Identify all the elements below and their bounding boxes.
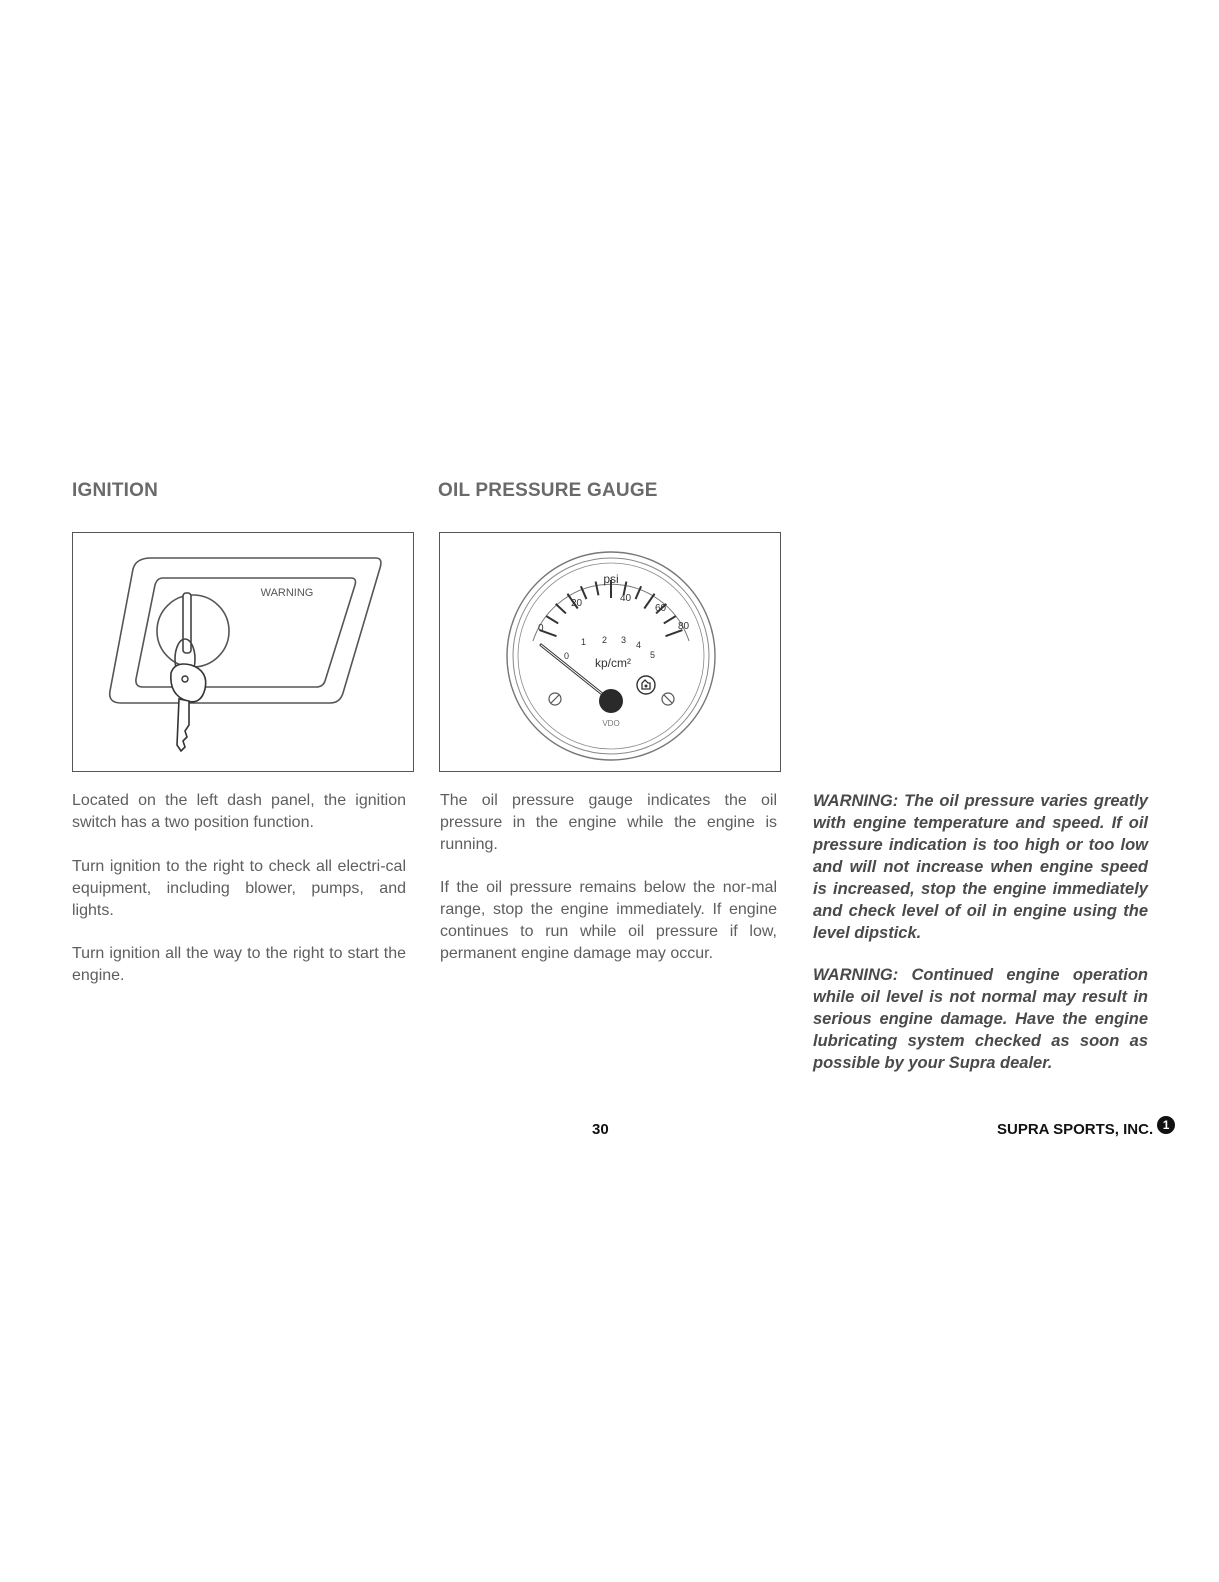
warning-oil-pressure: WARNING: The oil pressure varies greatly with engine temperature and speed. If oil pressure indication is too high or too low and will not increase when engine speed is increased, stop the engine immediately and check level of oil in engine using the level dipstick. bbox=[813, 792, 1148, 942]
panel-warning-label: WARNING bbox=[260, 587, 314, 599]
kp-label-3: 3 bbox=[621, 635, 627, 645]
unit-kp: kp/cm² bbox=[595, 656, 631, 670]
number-badge-icon: 1 bbox=[1157, 1116, 1175, 1134]
page-number: 30 bbox=[592, 1121, 609, 1138]
needle-hub bbox=[599, 689, 623, 713]
ignition-heading: IGNITION bbox=[72, 480, 159, 501]
ignition-paragraph-2: Turn ignition to the right to check all electri-cal equipment, including blower, pumps, and lights. bbox=[72, 858, 406, 919]
psi-label-80: 80 bbox=[678, 621, 690, 632]
warning-oil-level: WARNING: Continued engine operation while oil level is not normal may result in serious engine damage. Have the engine lubricating system checked as soon as possible by your Supra dealer. bbox=[813, 966, 1148, 1072]
psi-label-0: 0 bbox=[538, 623, 544, 634]
ignition-paragraph-1: Located on the left dash panel, the ignition switch has a two position function. bbox=[72, 792, 406, 831]
ignition-illustration bbox=[72, 532, 414, 772]
oil-gauge-heading: OIL PRESSURE GAUGE bbox=[438, 480, 658, 501]
psi-label-20: 20 bbox=[571, 598, 583, 609]
psi-label-60: 60 bbox=[655, 603, 667, 614]
screw-left-icon bbox=[549, 693, 561, 705]
kp-label-2: 2 bbox=[602, 635, 608, 645]
screw-right-icon bbox=[662, 693, 674, 705]
kp-label-0: 0 bbox=[564, 651, 570, 661]
kp-label-1: 1 bbox=[581, 637, 587, 647]
oil-can-icon bbox=[637, 676, 655, 694]
unit-psi: psi bbox=[603, 572, 619, 586]
oil-gauge-drawing bbox=[440, 533, 782, 773]
oil-gauge-illustration bbox=[439, 532, 781, 772]
brand-name: SUPRA SPORTS, INC. bbox=[997, 1120, 1154, 1138]
psi-label-40: 40 bbox=[620, 593, 632, 604]
ignition-paragraph-3: Turn ignition all the way to the right to start the engine. bbox=[72, 945, 406, 984]
gauge-paragraph-1: The oil pressure gauge indicates the oil pressure in the engine while the engine is running. bbox=[440, 792, 777, 853]
footer-brand bbox=[997, 1120, 1175, 1138]
ignition-drawing bbox=[73, 533, 415, 773]
kp-label-5: 5 bbox=[650, 650, 656, 660]
kp-label-4: 4 bbox=[636, 640, 642, 650]
gauge-brand: VDO bbox=[602, 719, 620, 728]
gauge-paragraph-2: If the oil pressure remains below the nor-mal range, stop the engine immediately. If engine continues to run while oil pressure if low, permanent engine damage may occur. bbox=[440, 879, 777, 962]
